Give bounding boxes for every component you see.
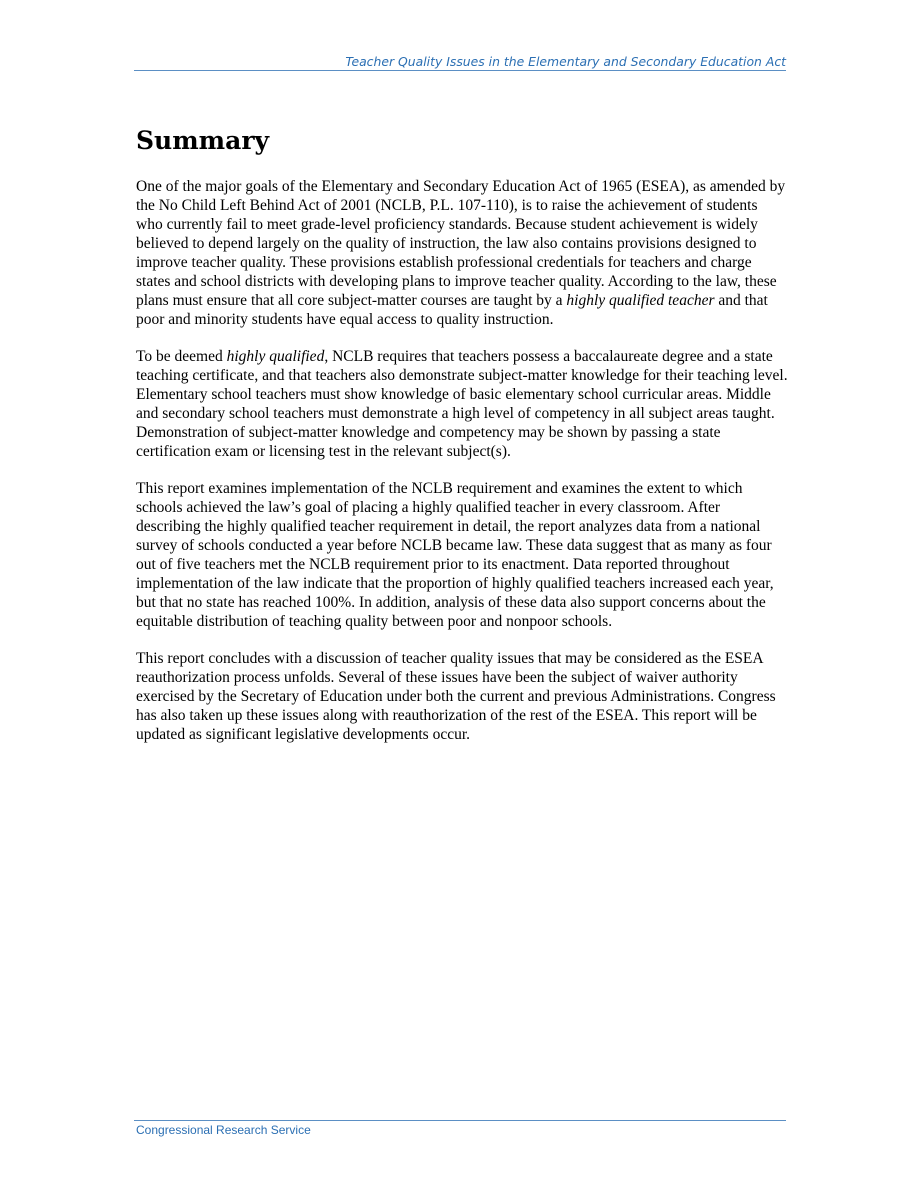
- paragraph-conclusion: This report concludes with a discussion of teacher quality issues that may be considered as the ESEA reauthorization process unfolds. Several of these issues have been the subject of waiver authority exercised by the Secretary of Education under both the current and previous Administrations. Congress has also taken up these issues along with reauthorization of the rest of the ESEA. This report will be updated as significant legislative developments occur.: [136, 650, 776, 743]
- paragraph-text: and that poor and minority students have equal access to quality instruction.: [136, 292, 768, 328]
- emphasis-term: highly qualified teacher: [566, 292, 715, 309]
- header-rule: [134, 70, 786, 71]
- paragraph-goals: [136, 177, 788, 329]
- emphasis-term: highly qualified: [226, 348, 325, 365]
- summary-body: [136, 177, 788, 762]
- paragraph-requirements: [136, 347, 788, 461]
- paragraph-text: To be deemed: [136, 348, 227, 365]
- page-title: Summary: [136, 126, 270, 155]
- footer-rule: [134, 1120, 786, 1121]
- paragraph-text: , NCLB requires that teachers possess a baccalaureate degree and a state teaching certificate, and that teachers also demonstrate subject-matter knowledge for their teaching level. Elementary school teachers must show knowledge of basic elementary school curricular areas. Middle and secondary school teachers must demonstrate a high level of competency in all subject areas taught. Demonstration of subject-matter knowledge and competency may be shown by passing a state certification exam or licensing test in the relevant subject(s).: [136, 348, 788, 460]
- running-header: Teacher Quality Issues in the Elementary and Secondary Education Act: [345, 54, 786, 69]
- paragraph-implementation: This report examines implementation of the NCLB requirement and examines the extent to which schools achieved the law’s goal of placing a highly qualified teacher in every classroom. After describing the highly qualified teacher requirement in detail, the report analyzes data from a national survey of schools conducted a year before NCLB became law. These data suggest that as many as four out of five teachers met the NCLB requirement prior to its enactment. Data reported throughout implementation of the law indicate that the proportion of highly qualified teachers increased each year, but that no state has reached 100%. In addition, analysis of these data also support concerns about the equitable distribution of teaching quality between poor and nonpoor schools.: [136, 480, 774, 630]
- footer-organization: Congressional Research Service: [136, 1123, 311, 1137]
- paragraph-text: One of the major goals of the Elementary and Secondary Education Act of 1965 (ESEA), as amended by the No Child Left Behind Act of 2001 (NCLB, P.L. 107-110), is to raise the achievement of students who currently fail to meet grade-level proficiency standards. Because student achievement is widely believed to depend largely on the quality of instruction, the law also contains provisions designed to improve teacher quality. These provisions establish professional credentials for teachers and charge states and school districts with developing plans to improve teacher quality. According to the law, these plans must ensure that all core subject-matter courses are taught by a: [136, 178, 786, 309]
